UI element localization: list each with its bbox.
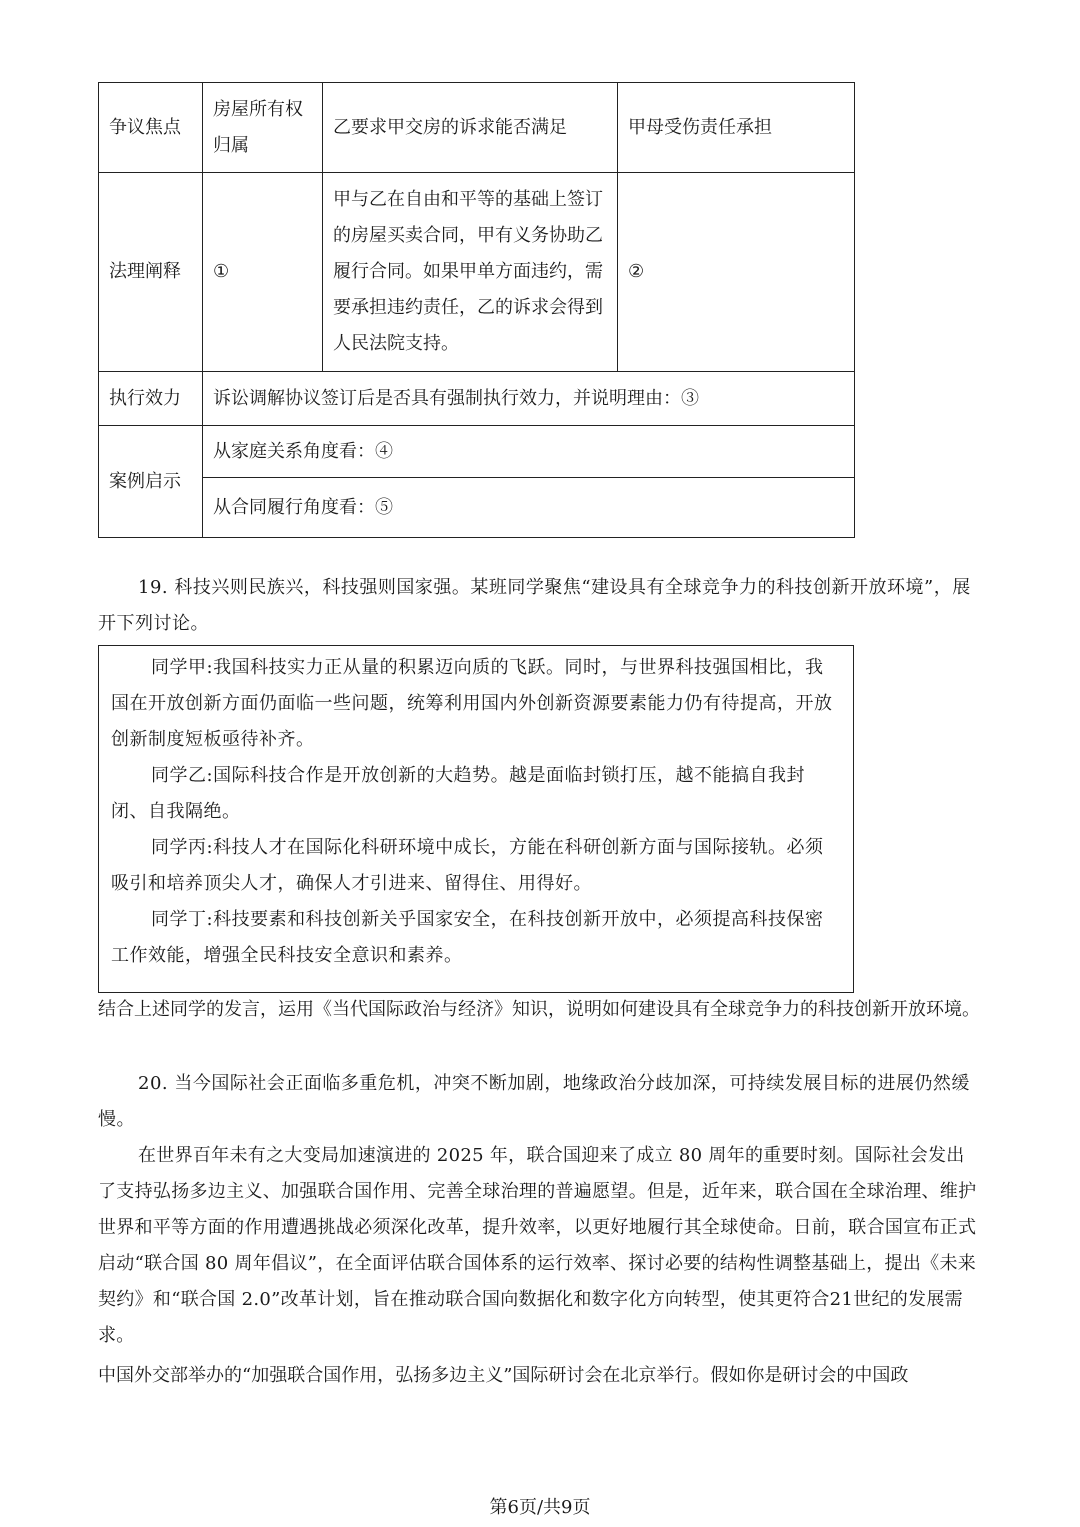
table-row-dispute-focus bbox=[99, 83, 855, 173]
table-row-legal-explanation bbox=[99, 173, 855, 372]
cell-contract-explanation: 甲与乙在自由和平等的基础上签订的房屋买卖合同，甲有义务协助乙履行合同。如果甲单方面违约，需要承担违约责任，乙的诉求会得到人民法院支持。 bbox=[323, 173, 618, 372]
student-ding-statement: 同学丁:科技要素和科技创新关乎国家安全，在科技创新开放中，必须提高科技保密工作效能，增强全民科技安全意识和素养。 bbox=[111, 909, 824, 966]
cell-delivery-claim: 乙要求甲交房的诉求能否满足 bbox=[323, 83, 618, 173]
cell-injury-liability: 甲母受伤责任承担 bbox=[618, 83, 855, 173]
table-row-case-insight-contract bbox=[99, 478, 855, 538]
student-bing-statement: 同学丙:科技人才在国际化科研环境中成长，方能在科研创新方面与国际接轨。必须吸引和培养顶尖人才，确保人才引进来、留得住、用得好。 bbox=[111, 837, 824, 894]
row-label-legal-explanation: 法理阐释 bbox=[99, 173, 203, 372]
row-label-dispute-focus: 争议焦点 bbox=[99, 83, 203, 173]
question-20-material: 在世界百年未有之大变局加速演进的 2025 年，联合国迎来了成立 80 周年的重要时刻。国际社会发出了支持弘扬多边主义、加强联合国作用、完善全球治理的普遍愿望。但是，近年来，联合国在全球治理、维护世界和平等方面的作用遭遇挑战必须深化改革，提升效率，以更好地履行其全球使命。日前，联合国宣布正式启动“联合国 80 周年倡议”，在全面评估联合国体系的运行效率、探讨必要的结构性调整基础上，提出《未来契约》和“联合国 2.0”改革计划，旨在推动联合国向数据化和数字化方向转型，使其更符合21世纪的发展需求。 bbox=[98, 1145, 977, 1346]
question-20-conference: 中国外交部举办的“加强联合国作用，弘扬多边主义”国际研讨会在北京举行。假如你是研讨会的中国政 bbox=[98, 1365, 909, 1386]
cell-enforcement-question: 诉讼调解协议签订后是否具有强制执行效力，并说明理由：③ bbox=[203, 372, 855, 426]
table-row-case-insight-family bbox=[99, 426, 855, 478]
row-label-case-insight: 案例启示 bbox=[99, 426, 203, 538]
cell-ownership: 房屋所有权归属 bbox=[203, 83, 323, 173]
student-discussion-box bbox=[98, 645, 854, 993]
case-analysis-table bbox=[98, 82, 855, 538]
row-label-enforcement: 执行效力 bbox=[99, 372, 203, 426]
question-19-ask: 结合上述同学的发言，运用《当代国际政治与经济》知识，说明如何建设具有全球竞争力的科技创新开放环境。 bbox=[98, 999, 980, 1020]
cell-blank-2: ② bbox=[618, 173, 855, 372]
question-20-stem: 20. 当今国际社会正面临多重危机，冲突不断加剧，地缘政治分歧加深，可持续发展目标的进展仍然缓慢。 bbox=[98, 1073, 970, 1130]
page-number-footer: 第6页/共9页 bbox=[489, 1497, 591, 1518]
cell-blank-1: ① bbox=[203, 173, 323, 372]
question-19-stem: 19. 科技兴则民族兴，科技强则国家强。某班同学聚焦“建设具有全球竞争力的科技创新开放环境”，展开下列讨论。 bbox=[98, 577, 971, 634]
student-yi-statement: 同学乙:国际科技合作是开放创新的大趋势。越是面临封锁打压，越不能搞自我封闭、自我隔绝。 bbox=[111, 765, 806, 822]
cell-contract-perspective: 从合同履行角度看：⑤ bbox=[203, 478, 855, 538]
table-row-enforcement bbox=[99, 372, 855, 426]
cell-family-perspective: 从家庭关系角度看：④ bbox=[203, 426, 855, 478]
student-jia-statement: 同学甲:我国科技实力正从量的积累迈向质的飞跃。同时，与世界科技强国相比，我国在开放创新方面仍面临一些问题，统筹利用国内外创新资源要素能力仍有待提高，开放创新制度短板亟待补齐。 bbox=[111, 657, 833, 750]
